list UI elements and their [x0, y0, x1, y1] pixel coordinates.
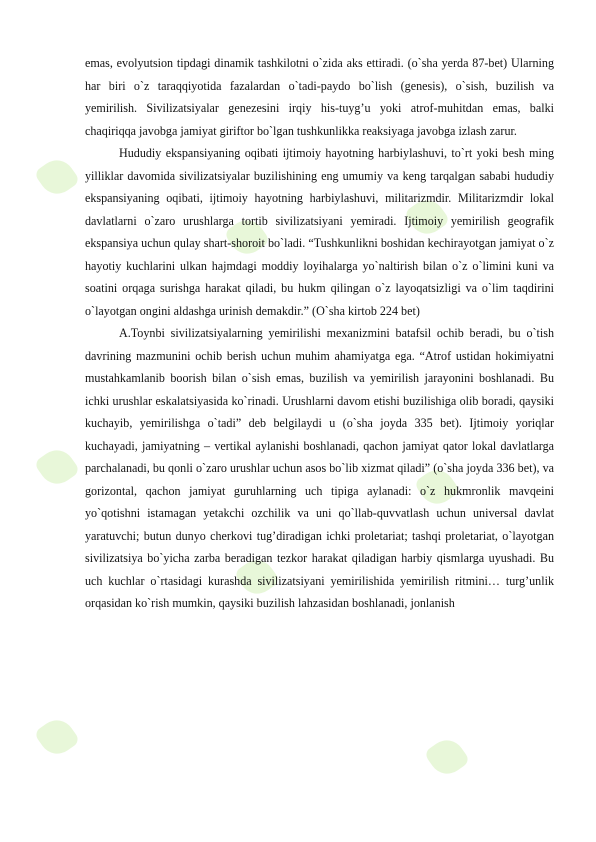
paragraph-3: A.Toynbi sivilizatsiyalarning yemirilishi mexanizmini batafsil ochib beradi, bu o`tish davrining mazmunini ochib berish uchun muhim ahamiyatga ega. “Atrof ustidan hokimiyatni mustahkamlanib boorish bilan o`sish emas, buzilish va yemirilish jarayonini boshlanadi. Bu ichki urushlar eskalatsiyasida ko`rinadi. Urushlarni davom etishi buzilishiga olib boradi, qaysiki kuchayib, yemirilishga o`tadi” deb belgilaydi u (o`sha joyda 335 bet). Ijtimoiy yoriqlar kuchayadi, jamiyatning – vertikal aylanishi boshlanadi, qachon jamiyat qator lokal davlatlarga parchalanadi, bu qonli o`zaro urushlar uchun asos bo`lib xizmat qiladi” (o`sha joyda 336 bet), va gorizontal, qachon jamiyat guruhlarning uch tipiga aylanadi: o`z hukmronlik mavqeini yo`qotishni istamagan yetakchi ozchilik va uni qo`llab-quvvatlash uchun universal davlat yaratuvchi; butun dunyo cherkovi tug’diradigan ichki proletariat; tashqi proletariat, o`layotgan sivilizatsiya bo`yicha zarba beradigan tezkor harakat qiladigan harbiy qismlarga uyushadi. Bu uch kuchlar o`rtasidagi kurashda sivilizatsiyani yemirilishida yemirilish ritmini… turg’unlik orqasidan ko`rish mumkin, qaysiki buzilish lahzasidan boshlanadi, jonlanish: [85, 326, 554, 610]
paragraph-1: emas, evolyutsion tipdagi dinamik tashkilotni o`zida aks ettiradi. (o`sha yerda 87-bet) Ularning har biri o`z taraqqiyotida fazalardan o`tadi-paydo bo`lish (genesis), o`sish, buzilish va yemirilish. Sivilizatsiyalar genezesini irqiy his-tuyg’u yoki atrof-muhitdan emas, balki chaqiriqqa javobga jamiyat giriftor bo`lgan tushkunlikka reaksiyaga javobga izlash zarur.: [85, 56, 554, 138]
watermark-leaf-icon: [33, 153, 80, 200]
watermark-leaf-icon: [33, 443, 80, 490]
document-body: [85, 52, 554, 615]
paragraph-2: Hududiy ekspansiyaning oqibati ijtimoiy hayotning harbiylashuvi, to`rt yoki besh ming yilliklar davomida sivilizatsiyalar buzilishining eng umumiy va keng tarqalgan sababi hududiy ekspansiyaning oqibati, ijtimoiy hayotning harbiylashuvi, militarizmdir. Militarizmdir lokal davlatlarni o`zaro urushlarga tortib sivilizatsiyani yemiradi. Ijtimoiy yemirilish geografik ekspansiya uchun qulay shart-shoroit bo`ladi. “Tushkunlikni boshidan kechirayotgan jamiyat o`z hayotiy kuchlarini ulkan hajmdagi moddiy loyihalarga yo`naltirish bilan o`z o`limini kuni va soatini orqaga surishga harakat qiladi, bu hukm qilingan o`z layoqatsizligi va o`lim taqdirini o`layotgan ongini aldashga urinish demakdir.” (O`sha kirtob 224 bet): [85, 146, 554, 318]
watermark-leaf-icon: [33, 713, 80, 760]
watermark-leaf-icon: [423, 733, 470, 780]
